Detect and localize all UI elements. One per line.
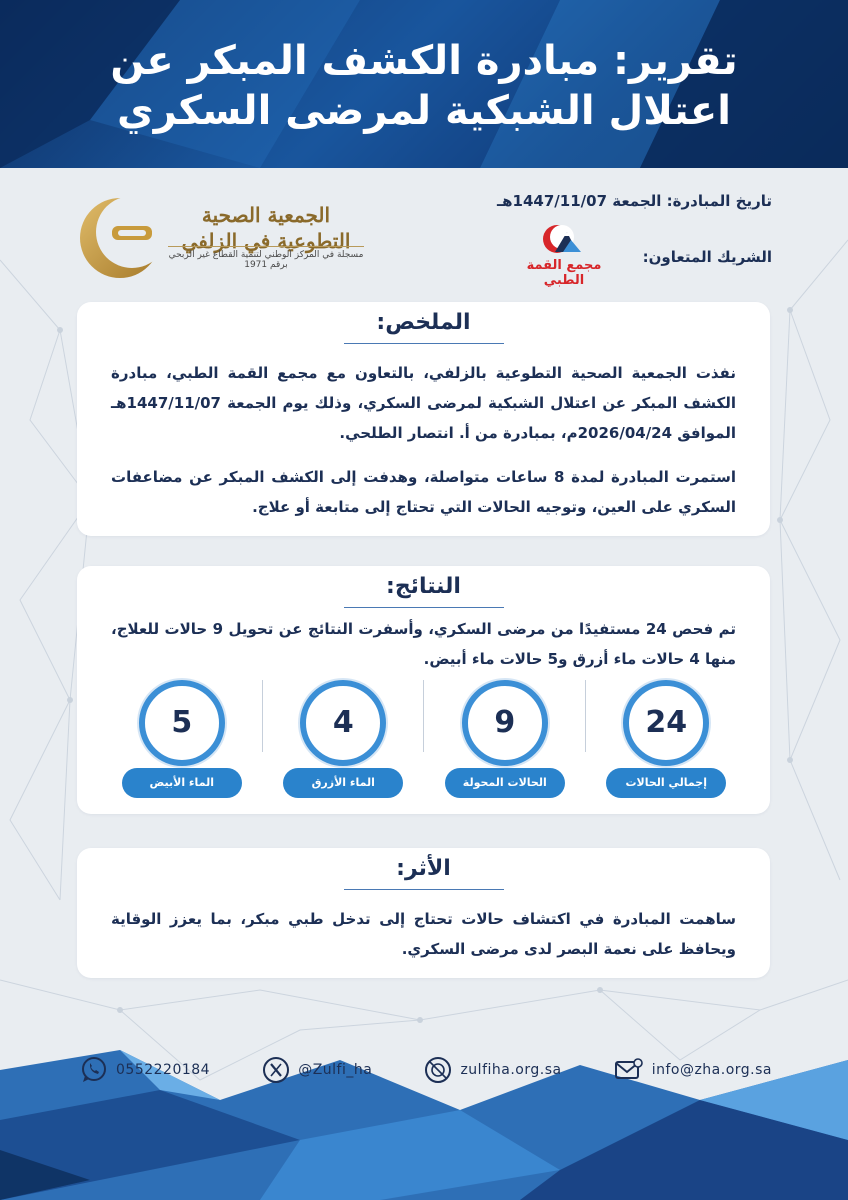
association-registration: مسجلة في المركز الوطني لتنمية القطاع غير الربحي برقم 1971: [168, 246, 364, 270]
results-title: النتائج:: [386, 574, 461, 599]
report-header: [0, 0, 848, 168]
stat-value: 9: [462, 680, 548, 766]
meta-section: [76, 192, 772, 292]
summary-divider: [344, 343, 504, 344]
stat-label: الحالات المحولة: [445, 768, 565, 798]
stat-value: 24: [623, 680, 709, 766]
summary-title: الملخص:: [376, 310, 471, 335]
stat-label: الماء الأبيض: [122, 768, 242, 798]
contact-bar: [80, 1050, 772, 1090]
stat-glaucoma-cases: [263, 674, 425, 802]
page-title-line-2: اعتلال الشبكية لمرضى السكري: [117, 88, 731, 134]
stat-total-cases: [586, 674, 748, 802]
mountain-crescent-icon: [541, 222, 587, 256]
globe-icon: [424, 1056, 452, 1084]
stats-row: [101, 674, 747, 802]
phone-text: 0552220184: [116, 1062, 211, 1078]
website-contact[interactable]: [424, 1056, 561, 1084]
results-paragraph: تم فحص 24 مستفيدًا من مرضى السكري، وأسفرت النتائج عن تحويل 9 حالات للعلاج، منها 4 حالات ماء أزرق و5 حالات ماء أبيض.: [111, 620, 737, 668]
page-title: [0, 36, 848, 136]
twitter-contact[interactable]: [262, 1056, 372, 1084]
phone-contact[interactable]: [80, 1056, 210, 1084]
website-text: zulfiha.org.sa: [460, 1062, 562, 1078]
email-text: info@zha.org.sa: [651, 1062, 772, 1078]
summary-paragraph-1: نفذت الجمعية الصحية التطوعية بالزلفي، بالتعاون مع مجمع القمة الطبي، مبادرة الكشف المبكر عن اعتلال الشبكية لمرضى السكري، وذلك يوم الجمعة 1447/11/07هـ الموافق 2026/04/24م، بمبادرة من أ. انتصار الطلحي.: [111, 364, 736, 442]
email-contact[interactable]: [614, 1057, 772, 1083]
twitter-text: @Zulfi_ha: [298, 1062, 373, 1078]
impact-paragraph: ساهمت المبادرة في اكتشاف حالات تحتاج إلى تدخل طبي مبكر، بما يعزز الوقاية ويحافظ على نعمة البصر لدى مرضى السكري.: [111, 910, 736, 958]
crescent-handshake-icon: [76, 194, 168, 284]
stat-label: إجمالي الحالات: [606, 768, 726, 798]
results-card: [77, 566, 770, 814]
stat-value: 4: [300, 680, 386, 766]
impact-title: الأثر:: [396, 856, 451, 881]
summary-paragraph-2: استمرت المبادرة لمدة 8 ساعات متواصلة، وهدفت إلى الكشف المبكر عن مضاعفات السكري على العين، وتوجيه الحالات التي تحتاج إلى متابعة أو علاج.: [111, 468, 736, 516]
partner-logo: [512, 222, 616, 286]
partner-name: مجمع القمة الطبي: [526, 258, 602, 288]
email-icon: [614, 1057, 644, 1083]
partner-label: الشريك المتعاون:: [642, 248, 772, 266]
x-twitter-icon: [262, 1056, 290, 1084]
impact-divider: [344, 889, 504, 890]
page-title-line-1: تقرير: مبادرة الكشف المبكر عن: [110, 38, 738, 84]
association-logo: [76, 194, 376, 284]
results-divider: [344, 607, 504, 608]
impact-card: [77, 848, 770, 978]
association-name: الجمعية الصحية التطوعية في الزلفي: [181, 203, 351, 253]
stat-value: 5: [139, 680, 225, 766]
whatsapp-icon: [80, 1056, 108, 1084]
initiative-date: تاريخ المبادرة: الجمعة 1447/11/07هـ: [497, 192, 772, 210]
stat-label: الماء الأزرق: [283, 768, 403, 798]
stat-cataract-cases: [101, 674, 263, 802]
summary-card: [77, 302, 770, 536]
stat-referred-cases: [424, 674, 586, 802]
